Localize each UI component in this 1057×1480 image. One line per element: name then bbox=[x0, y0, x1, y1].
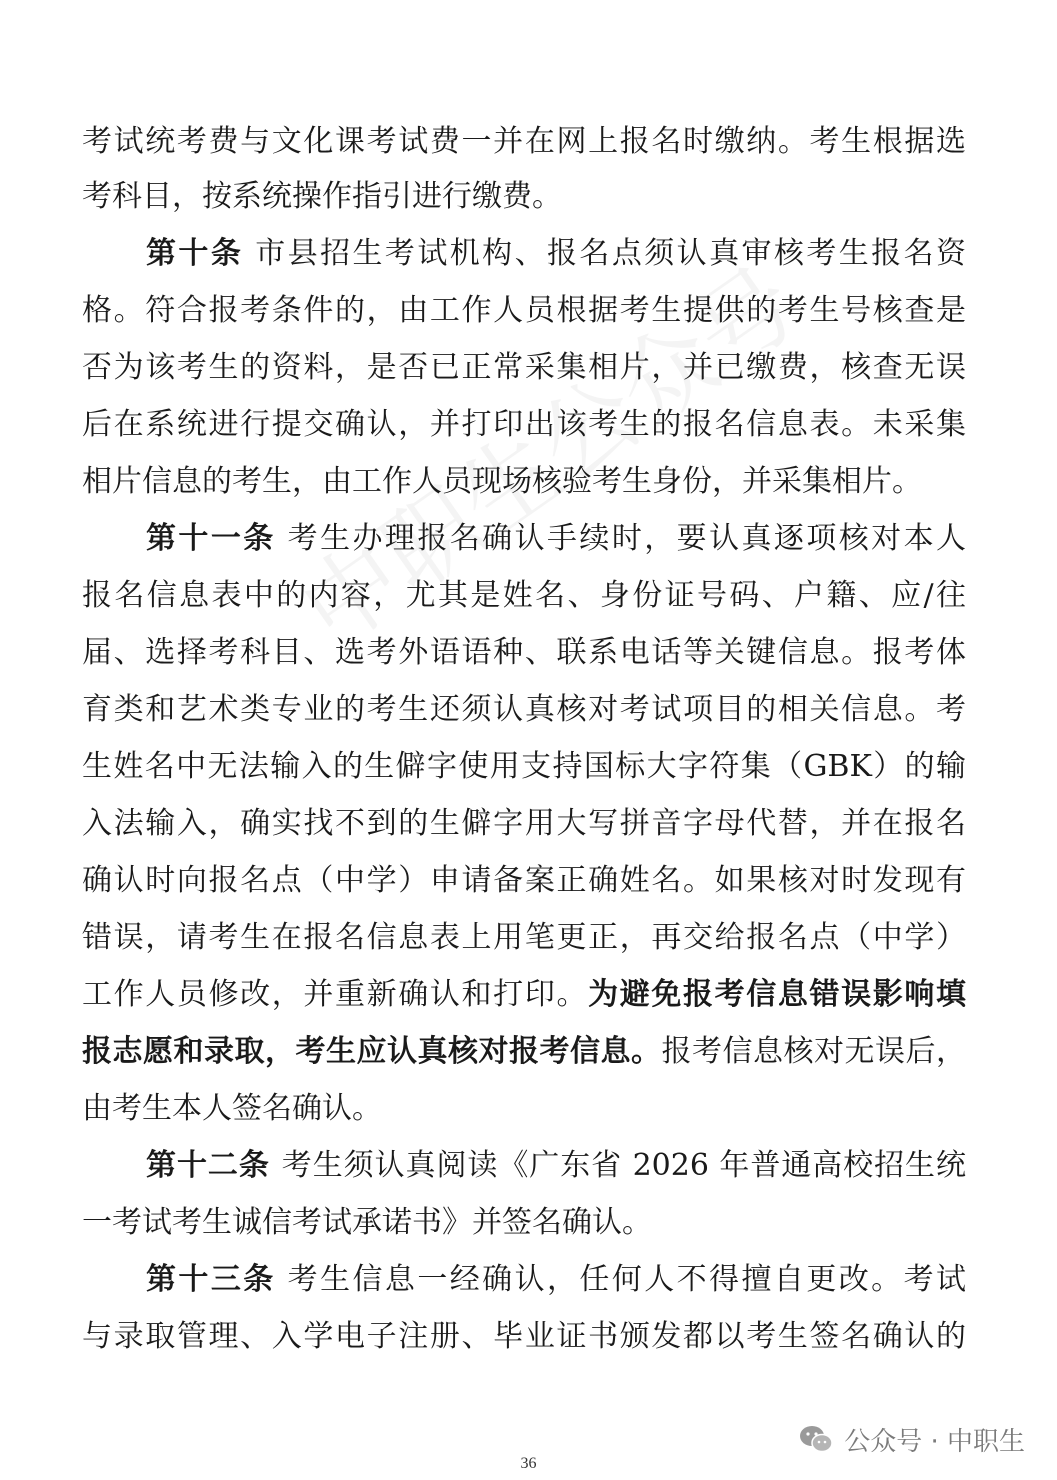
paragraph-line: 错误，请考生在报名信息表上用笔更正，再交给报名点（中学） bbox=[82, 920, 966, 955]
article-13-line bbox=[146, 1258, 966, 1302]
paragraph-line: 入法输入，确实找不到的生僻字用大写拼音字母代替，并在报名 bbox=[82, 806, 966, 841]
article-12-text: 考生须认真阅读《广东省 2026 年普通高校招生统 bbox=[281, 1148, 967, 1183]
paragraph-line bbox=[82, 973, 966, 1017]
wechat-label: 公众号 · 中职生 bbox=[844, 1426, 1025, 1457]
article-12-label: 第十二条 bbox=[146, 1148, 270, 1183]
paragraph-line: 生姓名中无法输入的生僻字使用支持国标大字符集（GBK）的输 bbox=[82, 749, 966, 784]
paragraph-line: 届、选择考科目、选考外语语种、联系电话等关键信息。报考体 bbox=[82, 635, 966, 670]
article-10-line bbox=[146, 232, 966, 276]
article-11-line bbox=[146, 517, 966, 561]
article-13-text: 考生信息一经确认，任何人不得擅自更改。考试 bbox=[287, 1262, 967, 1297]
paragraph-line: 确认时向报名点（中学）申请备案正确姓名。如果核对时发现有 bbox=[82, 863, 966, 898]
paragraph-line: 与录取管理、入学电子注册、毕业证书颁发都以考生签名确认的 bbox=[82, 1319, 966, 1354]
paragraph-line: 一考试考生诚信考试承诺书》并签名确认。 bbox=[82, 1205, 652, 1240]
emphasis-text: 报志愿和录取，考生应认真核对报考信息。 bbox=[82, 1034, 662, 1069]
emphasis-text: 为避免报考信息错误影响填 bbox=[588, 977, 967, 1012]
paragraph-line: 报名信息表中的内容，尤其是姓名、身份证号码、户籍、应/往 bbox=[82, 578, 966, 613]
paragraph-line: 育类和艺术类专业的考生还须认真核对考试项目的相关信息。考 bbox=[82, 692, 966, 727]
article-12-line bbox=[146, 1144, 966, 1188]
article-11-text: 考生办理报名确认手续时，要认真逐项核对本人 bbox=[287, 521, 967, 556]
page-number: 36 bbox=[520, 1455, 537, 1472]
wechat-icon bbox=[798, 1424, 834, 1454]
paragraph-line: 由考生本人签名确认。 bbox=[82, 1091, 382, 1126]
article-10-text: 市县招生考试机构、报名点须认真审核考生报名资 bbox=[255, 236, 966, 271]
paragraph-line: 考试统考费与文化课考试费一并在网上报名时缴纳。考生根据选 bbox=[82, 124, 966, 159]
article-13-label: 第十三条 bbox=[146, 1262, 276, 1297]
paragraph-line: 考科目，按系统操作指引进行缴费。 bbox=[82, 179, 562, 214]
paragraph-line: 相片信息的考生，由工作人员现场核验考生身份，并采集相片。 bbox=[82, 464, 922, 499]
article-11-label: 第十一条 bbox=[146, 521, 276, 556]
line-text: 工作人员修改，并重新确认和打印。 bbox=[82, 977, 589, 1012]
line-text: 报考信息核对无误后， bbox=[661, 1034, 966, 1069]
paragraph-line: 格。符合报考条件的，由工作人员根据考生提供的考生号核查是 bbox=[82, 293, 966, 328]
wechat-account-badge bbox=[798, 1419, 1025, 1459]
paragraph-line bbox=[82, 1030, 966, 1074]
paragraph-line: 后在系统进行提交确认，并打印出该考生的报名信息表。未采集 bbox=[82, 407, 966, 442]
article-10-label: 第十条 bbox=[146, 236, 244, 271]
paragraph-line: 否为该考生的资料，是否已正常采集相片，并已缴费，核查无误 bbox=[82, 350, 966, 385]
